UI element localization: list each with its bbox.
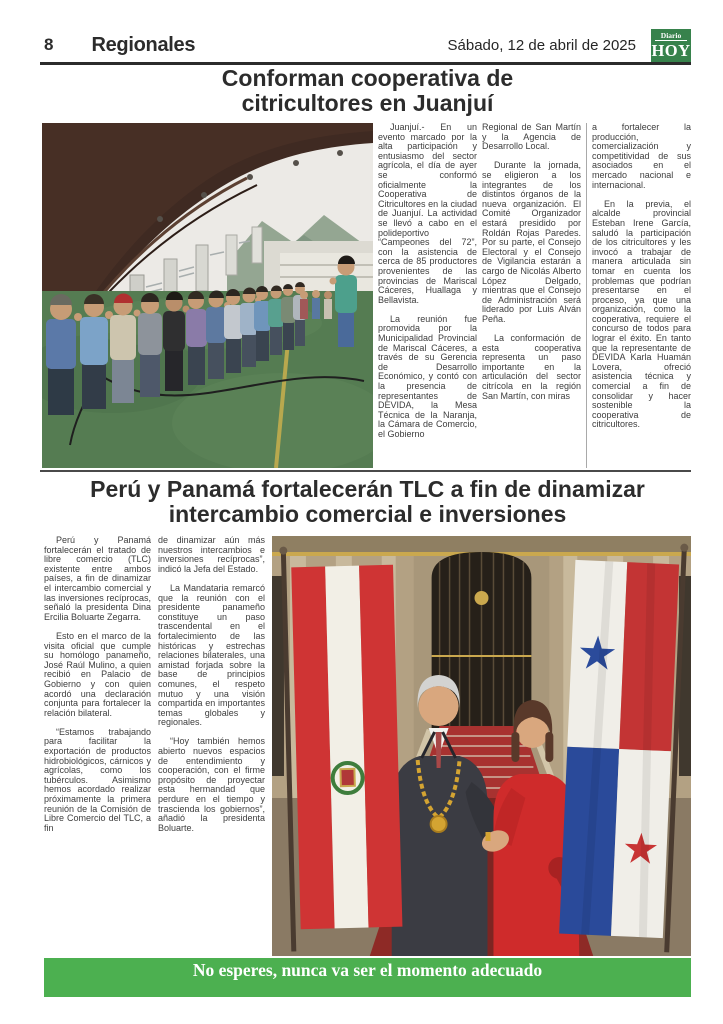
paragraph: de dinamizar aún más nuestros intercambios e inversiones recíprocas”, indicó la Jefa del Estado. <box>158 536 265 574</box>
page-header <box>44 28 691 62</box>
photo-cooperativa-polideportivo <box>42 123 373 468</box>
article2-body <box>44 536 691 956</box>
paragraph: En la previa, el alcalde provincial Esteban Irene García, saludó la participación de los citricultores y les invocó a trabajar de manera articulada sin tomar en cuenta los problemas que podrían presentarse en el proceso, ya que una organización, como la cooperativa, requiere el concurso de todos para lograr el éxito. En tanto que la representante de DEVIDA Karla Huamán Lovera, ofreció asistencia técnica y comercial a fin de consolidar y hacer sostenible la cooperativa de citricultores. <box>592 198 691 430</box>
article2-headline: Perú y Panamá fortalecerán TLC a fin de dinamizar intercambio comercial e inversiones <box>90 476 645 527</box>
page-number: 8 <box>44 35 54 54</box>
paragraph: “Hoy también hemos abierto nuevos espacios de entendimiento y cooperación, con el firme propósito de proyectar esta hermandad que perdure en el tiempo y trascienda los gobiernos”, añadió la presidenta Boluarte. <box>158 736 265 833</box>
paragraph: Perú y Panamá fortalecerán el tratado de libre comercio (TLC) existente entre ambos países, a fin de dinamizar el intercambio comercial y las inversiones recíprocas, señaló la presidenta Dina Ercilia Boluarte Zegarra. <box>44 536 151 622</box>
panama-flag <box>559 539 689 953</box>
article1-column-3 <box>592 123 691 468</box>
article2-column-1 <box>44 536 151 956</box>
paragraph: La Mandataria remarcó que la reunión con el presidente panameño constituye un paso trascendental en el fortalecimiento de las históricas y estrechas relaciones bilaterales, una amistad forjada sobre la base de principios comunes, el respeto mutuo y una visión compartida en importantes temas globales y regionales. <box>158 582 265 728</box>
banner-text: No esperes, nunca va ser el momento adecuado <box>192 960 543 980</box>
diario-hoy-logo <box>651 29 691 62</box>
article-separator-rule <box>40 470 691 472</box>
paragraph: Juanjuí.- En un evento marcado por la alta participación y entusiasmo del sector agrícola, el día de ayer se conformó oficialmente la Cooperativa de Citricultores en la ciudad de Juanjuí. La actividad se llevó a cabo en el polideportivo “Campeones del 72”, con la asistencia de cerca de 85 productores provenientes de las provincias de Mariscal Cáceres, Huallaga y Bellavista. <box>378 123 477 305</box>
red-star: ★ <box>620 824 661 873</box>
paragraph: a fortalecer la producción, comercialización y competitividad de sus asociados en el mercado nacional e internacional. <box>592 123 691 190</box>
section-title: Regionales <box>91 33 196 56</box>
paragraph: Esto en el marco de la visita oficial que cumple su homólogo panameño, José Raúl Mulino, a quien recibió en Palacio de Gobierno y con quien acordó una declaración conjunta para fortalecer la relación bilateral. <box>44 630 151 718</box>
article2-column-2 <box>158 536 265 956</box>
blue-star: ★ <box>575 626 620 680</box>
motivational-banner <box>44 958 691 997</box>
article1-headline: Conforman cooperativa de citricultores en Juanjuí <box>221 65 514 116</box>
logo-diario-label: Diario <box>655 31 687 41</box>
edition-date: Sábado, 12 de abril de 2025 <box>447 36 636 54</box>
distant-attendees <box>300 290 332 319</box>
paragraph: “Estamos trabajando para facilitar la exportación de productos hidrobiológicos, cárnicos y agrícolas, como los tubérculos. Asimismo hemos acordado realizar próximamente la primera reunión de la Comisión de Libre Comercio del TLC, a fin <box>44 726 151 833</box>
article1-column-2 <box>482 123 581 468</box>
paragraph: La conformación de esta cooperativa representa un paso importante en la articulación del sector citrícola en la región San Martín, con miras <box>482 333 581 401</box>
article1-body <box>42 123 691 468</box>
article1-column-1 <box>378 123 477 468</box>
column-divider <box>586 123 587 468</box>
paragraph: Durante la jornada, se eligieron a los integrantes de los distintos órganos de la nueva organización. El Comité Organizador estará presidido por Roldán Rojas Paredes. Por su parte, el Consejo Electoral y el Consejo de Vigilancia estarán a cargo de Nicolás Alberto López Delgado, mientras que el Consejo de Administración será liderado por Luis Alván Peña. <box>482 160 581 324</box>
paragraph: Regional de San Martín y la Agencia de Desarrollo Local. <box>482 123 581 152</box>
logo-hoy-label: HOY <box>651 40 691 60</box>
photo-presidentes-tlc <box>272 536 691 956</box>
paragraph: La reunión fue promovida por la Municipalidad Provincial de Mariscal Cáceres, a través de su Gerencia de Desarrollo Económico, y contó con la presencia de representantes de DEVIDA, la Mesa Técnica de la Naranja, la Cámara de Comercio, el Gobierno <box>378 313 477 439</box>
header-right <box>448 29 692 62</box>
